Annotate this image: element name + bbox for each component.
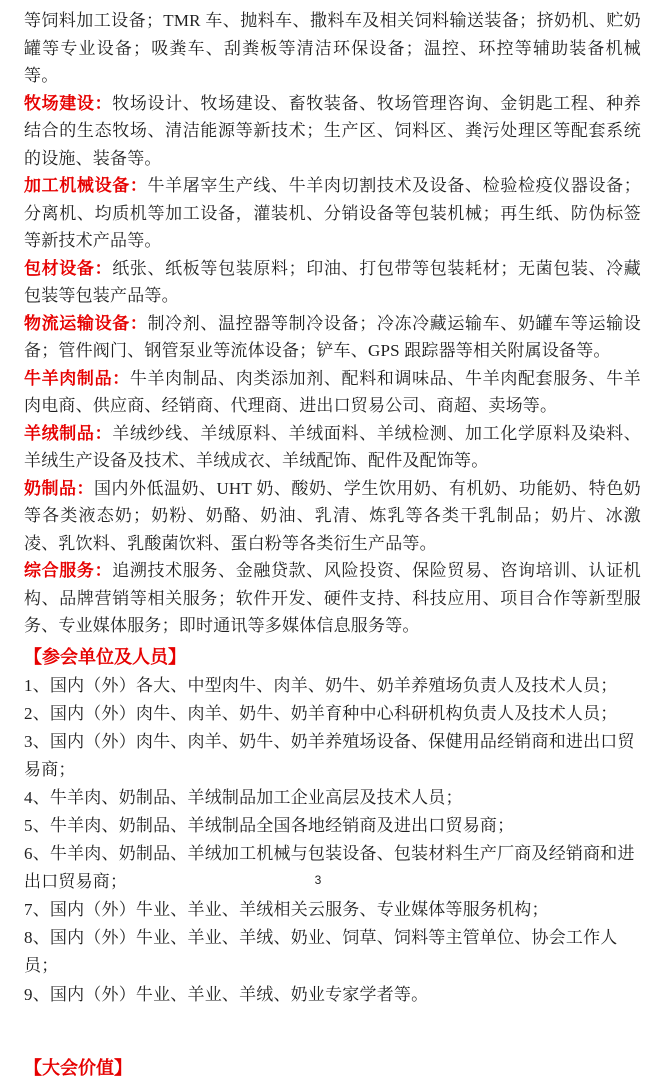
paragraph-processing-machinery bbox=[24, 172, 641, 255]
paragraph-text: 追溯技术服务、金融贷款、风险投资、保险贸易、咨询培训、认证机构、品牌营销等相关服务；软件开发、硬件支持、科技应用、项目合作等新型服务、专业媒体服务；即时通讯等多媒体信息服务等。 bbox=[24, 561, 642, 635]
paragraph-beef-mutton-products bbox=[24, 365, 641, 420]
paragraph-text: 等饲料加工设备；TMR 车、抛料车、撒料车及相关饲料输送装备；挤奶机、贮奶罐等专业设备；吸粪车、刮粪板等清洁环保设备；温控、环控等辅助装备机械等。 bbox=[24, 11, 641, 85]
category-label: 羊绒制品： bbox=[24, 423, 113, 443]
category-label: 牛羊肉制品： bbox=[24, 368, 130, 388]
list-item: 7、国内（外）牛业、羊业、羊绒相关云服务、专业媒体等服务机构； bbox=[24, 900, 549, 920]
paragraph-text: 制冷剂、温控器等制冷设备；冷冻冷藏运输车、奶罐车等运输设备；管件阀门、钢管泵业等流体设备；铲车、GPS 跟踪器等相关附属设备等。 bbox=[24, 313, 641, 360]
participants-list bbox=[24, 672, 641, 1009]
list-item: 4、牛羊肉、奶制品、羊绒制品加工企业高层及技术人员； bbox=[24, 787, 463, 807]
list-item: 8、国内（外）牛业、羊业、羊绒、奶业、饲草、饲料等主管单位、协会工作人员； bbox=[24, 928, 618, 976]
list-item: 5、牛羊肉、奶制品、羊绒制品全国各地经销商及进出口贸易商； bbox=[24, 815, 515, 835]
paragraph-text: 牛羊屠宰生产线、牛羊肉切割技术及设备、检验检疫仪器设备；分离机、均质机等加工设备，灌装机、分销设备等包装机械；再生纸、防伪标签等新技术产品等。 bbox=[24, 176, 641, 250]
category-label: 奶制品： bbox=[24, 478, 94, 498]
paragraph-cashmere-products bbox=[24, 420, 641, 475]
category-label: 包材设备： bbox=[24, 258, 113, 278]
list-item: 2、国内（外）肉牛、肉羊、奶牛、奶羊育种中心科研机构负责人及技术人员； bbox=[24, 703, 618, 723]
category-label: 加工机械设备： bbox=[24, 176, 148, 195]
paragraph-text: 牧场设计、牧场建设、畜牧装备、牧场管理咨询、金钥匙工程、种养结合的生态牧场、清洁能源等新技术；生产区、饲料区、粪污处理区等配套系统的设施、装备等。 bbox=[24, 93, 642, 168]
list-item: 6、牛羊肉、奶制品、羊绒加工机械与包装设备、包装材料生产厂商及经销商和进出口贸易商； bbox=[24, 844, 635, 892]
section-heading-conference-value: 【大会价值】 bbox=[24, 1057, 132, 1078]
paragraph-logistics-equipment bbox=[24, 310, 641, 365]
paragraph-dairy-products bbox=[24, 475, 641, 558]
paragraph-ranch-construction bbox=[24, 90, 641, 173]
paragraph-text: 纸张、纸板等包装原料；印油、打包带等包装耗材；无菌包装、冷藏包装等包装产品等。 bbox=[24, 258, 642, 305]
paragraph-packaging-equipment bbox=[24, 255, 641, 310]
category-label: 牧场建设： bbox=[24, 93, 113, 113]
list-item: 9、国内（外）牛业、羊业、羊绒、奶业专家学者等。 bbox=[24, 984, 429, 1004]
category-label: 综合服务： bbox=[24, 561, 113, 580]
paragraph-feed-equipment-continued bbox=[24, 7, 641, 90]
paragraph-text: 牛羊肉制品、肉类添加剂、配料和调味品、牛羊肉配套服务、牛羊肉电商、供应商、经销商、代理商、进出口贸易公司、商超、卖场等。 bbox=[24, 368, 641, 415]
paragraph-text: 国内外低温奶、UHT 奶、酸奶、学生饮用奶、有机奶、功能奶、特色奶等各类液态奶；奶粉、奶酪、奶油、乳清、炼乳等各类干乳制品；奶片、冰激凌、乳饮料、乳酸菌饮料、蛋白粉等各类衍生产品等。 bbox=[24, 478, 641, 553]
category-label: 物流运输设备： bbox=[24, 313, 148, 333]
page-number: 3 bbox=[314, 873, 322, 887]
list-item: 3、国内（外）肉牛、肉羊、奶牛、奶羊养殖场设备、保健用品经销商和进出口贸易商； bbox=[24, 731, 635, 779]
paragraph-comprehensive-services bbox=[24, 557, 641, 640]
section-heading-participants: 【参会单位及人员】 bbox=[24, 646, 186, 667]
list-item: 1、国内（外）各大、中型肉牛、肉羊、奶牛、奶羊养殖场负责人及技术人员； bbox=[24, 675, 618, 695]
paragraph-text: 羊绒纱线、羊绒原料、羊绒面料、羊绒检测、加工化学原料及染料、羊绒生产设备及技术、羊绒成衣、羊绒配饰、配件及配饰等。 bbox=[24, 423, 642, 470]
